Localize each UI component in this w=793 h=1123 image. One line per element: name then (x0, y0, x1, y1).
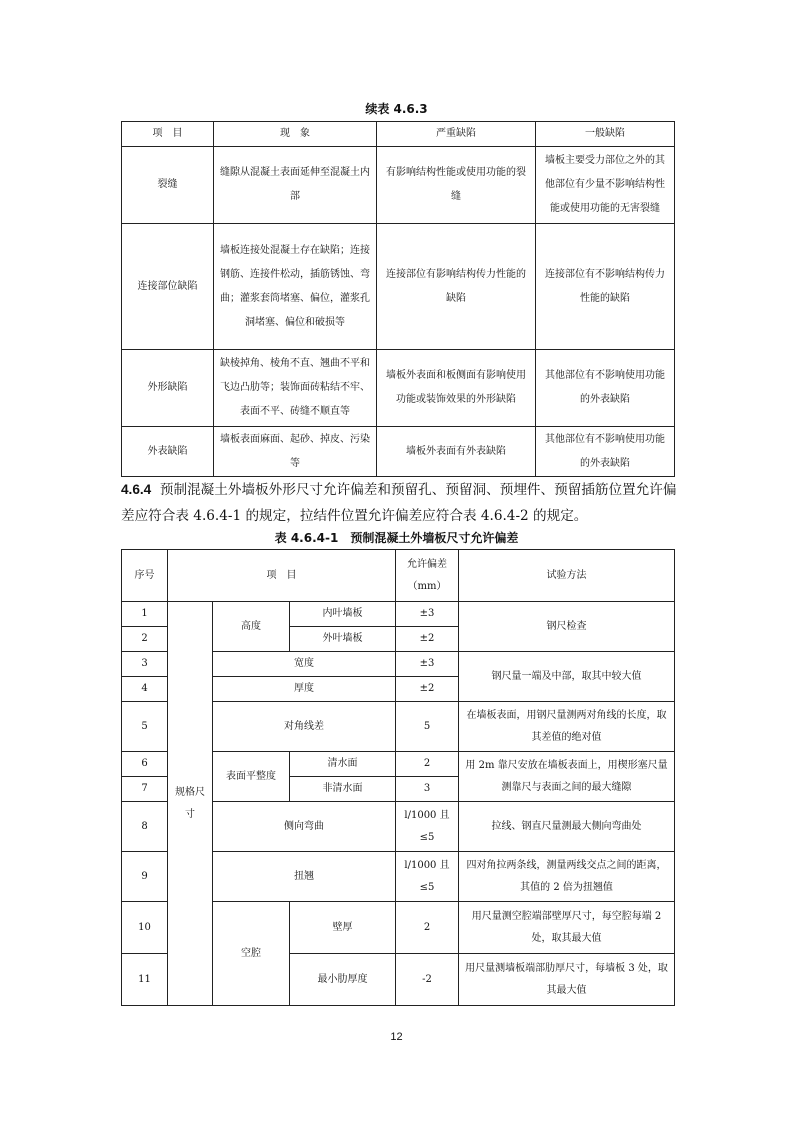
table-cell: 用 2m 靠尺安放在墙板表面上，用楔形塞尺量测靠尺与表面之间的最大缝隙 (459, 752, 675, 802)
table-caption: 续表 4.6.3 (365, 102, 428, 116)
table-cell: 四对角拉两条线，测量两线交点之间的距离，其值的 2 倍为扭翘值 (459, 852, 675, 902)
table-cell: 2 (122, 627, 168, 652)
table-header-row (122, 122, 675, 147)
table-cell: 9 (122, 852, 168, 902)
page-number: 12 (390, 1031, 403, 1043)
clause-paragraph (121, 477, 681, 529)
table-cell: 5 (122, 702, 168, 752)
table-header-cell: 试验方法 (459, 550, 675, 602)
table-cell: 墙板外表面有外表缺陷 (377, 427, 536, 477)
table-cell: 表面平整度 (213, 752, 290, 802)
table-cell: 裂缝 (122, 147, 214, 224)
table-cell: 连接部位有不影响结构传力性能的缺陷 (536, 224, 675, 350)
table-cell: 7 (122, 777, 168, 802)
group-label-cell: 规格尺寸 (168, 602, 213, 1006)
table-header-cell: 项 目 (122, 122, 214, 147)
table-row (122, 350, 675, 427)
table-row (122, 224, 675, 350)
table-cell: 内叶墙板 (290, 602, 396, 627)
table-cell: 4 (122, 677, 168, 702)
table-header-cell: 一般缺陷 (536, 122, 675, 147)
table-cell: 2 (396, 902, 459, 954)
table-cell: 外叶墙板 (290, 627, 396, 652)
table-cell: 高度 (213, 602, 290, 652)
table-cell: 1 (122, 602, 168, 627)
table-header-cell: 项 目 (168, 550, 396, 602)
table-cell: 壁厚 (290, 902, 396, 954)
table-cell: -2 (396, 954, 459, 1006)
table-cell: 外形缺陷 (122, 350, 214, 427)
table-cell: 在墙板表面，用钢尺量测两对角线的长度，取其差值的绝对值 (459, 702, 675, 752)
table-cell: 其他部位有不影响使用功能的外表缺陷 (536, 427, 675, 477)
table-cell: 对角线差 (213, 702, 396, 752)
table-row (122, 602, 675, 627)
table-cell: ±3 (396, 602, 459, 627)
table-row (122, 147, 675, 224)
table-caption: 表 4.6.4-1 预制混凝土外墙板尺寸允许偏差 (274, 531, 519, 545)
table-cell: 5 (396, 702, 459, 752)
table-header-cell: 严重缺陷 (377, 122, 536, 147)
table-cell: 墙板主要受力部位之外的其他部位有少量不影响结构性能或使用功能的无害裂缝 (536, 147, 675, 224)
table-cell: 外表缺陷 (122, 427, 214, 477)
table-cell: 墙板表面麻面、起砂、掉皮、污染等 (214, 427, 377, 477)
table-cell: ±2 (396, 627, 459, 652)
table-cell: l/1000 且≤5 (396, 852, 459, 902)
table-cell: 非清水面 (290, 777, 396, 802)
table-cell: 3 (396, 777, 459, 802)
table-cell: 用尺量测墙板端部肋厚尺寸，每墙板 3 处，取其最大值 (459, 954, 675, 1006)
table-cell: 钢尺量一端及中部，取其中较大值 (459, 652, 675, 702)
table-cell: l/1000 且≤5 (396, 802, 459, 852)
table-cell: 缺棱掉角、棱角不直、翘曲不平和飞边凸肋等；装饰面砖粘结不牢、表面不平、砖缝不顺直等 (214, 350, 377, 427)
table-cell: 用尺量测空腔端部壁厚尺寸，每空腔每端 2 处，取其最大值 (459, 902, 675, 954)
table-cell: 有影响结构性能或使用功能的裂缝 (377, 147, 536, 224)
table-cell: 拉线、钢直尺量测最大侧向弯曲处 (459, 802, 675, 852)
tolerance-table (121, 549, 675, 1006)
table-cell: 10 (122, 902, 168, 954)
table-cell: 缝隙从混凝土表面延伸至混凝土内部 (214, 147, 377, 224)
table-cell: 6 (122, 752, 168, 777)
table-cell: 11 (122, 954, 168, 1006)
defect-table (121, 121, 675, 477)
table-cell: 空腔 (213, 902, 290, 1006)
table-cell: 墙板连接处混凝土存在缺陷；连接钢筋、连接件松动，插筋锈蚀、弯曲；灌浆套筒堵塞、偏位，灌浆孔洞堵塞、偏位和破损等 (214, 224, 377, 350)
table-cell: 侧向弯曲 (213, 802, 396, 852)
table-cell: 墙板外表面和板侧面有影响使用功能或装饰效果的外形缺陷 (377, 350, 536, 427)
clause-text: 预制混凝土外墙板外形尺寸允许偏差和预留孔、预留洞、预埋件、预留插筋位置允许偏差应符合表 4.6.4-1 的规定，拉结件位置允许偏差应符合表 4.6.4-2 的规定。 (121, 482, 677, 524)
table-header-row (122, 550, 675, 602)
table-cell: 连接部位有影响结构传力性能的缺陷 (377, 224, 536, 350)
table-cell: 其他部位有不影响使用功能的外表缺陷 (536, 350, 675, 427)
table-cell: 扭翘 (213, 852, 396, 902)
table-header-cell: 序号 (122, 550, 168, 602)
table-cell: 2 (396, 752, 459, 777)
table-cell: 连接部位缺陷 (122, 224, 214, 350)
table-cell: 厚度 (213, 677, 396, 702)
table-cell: 清水面 (290, 752, 396, 777)
table-cell: ±2 (396, 677, 459, 702)
table-cell: 最小肋厚度 (290, 954, 396, 1006)
table-cell: ±3 (396, 652, 459, 677)
table-cell: 8 (122, 802, 168, 852)
table-cell: 宽度 (213, 652, 396, 677)
table-header-cell: 现 象 (214, 122, 377, 147)
table-row (122, 427, 675, 477)
table-cell: 钢尺检查 (459, 602, 675, 652)
table-header-cell: 允许偏差（mm） (396, 550, 459, 602)
table-cell: 3 (122, 652, 168, 677)
clause-number: 4.6.4 (121, 482, 152, 497)
